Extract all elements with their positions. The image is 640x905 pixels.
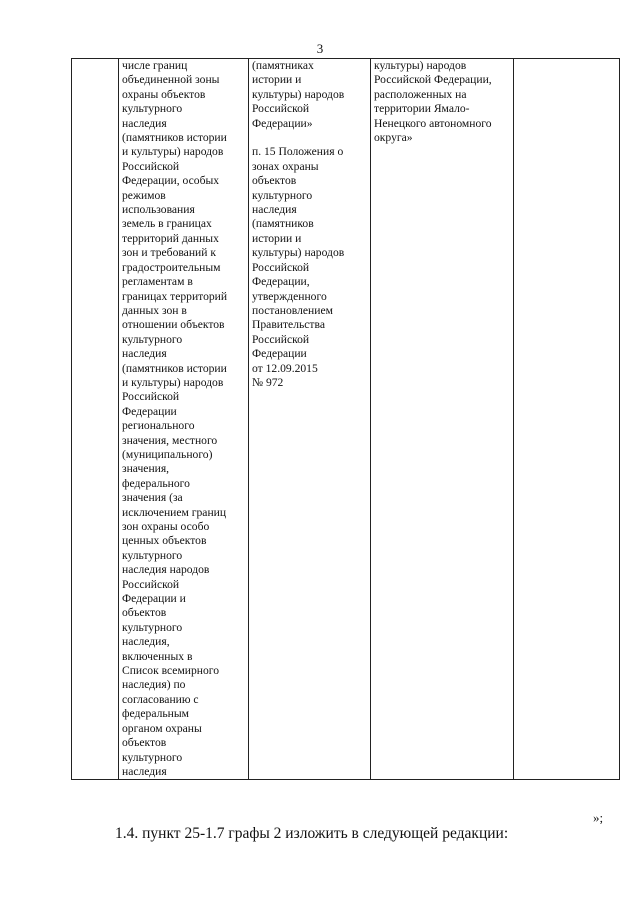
instruction-paragraph: 1.4. пункт 25-1.7 графы 2 изложить в следующей редакции: xyxy=(115,825,509,842)
closing-quote: »; xyxy=(593,810,604,825)
page-number: 3 xyxy=(316,41,324,56)
table-cell-legal-basis: (памятниках истории и культуры) народов Российской Федерации» п. 15 Положения о зонах охраны объектов культурного наследия (памятников истории и культуры) народов Российской Федерации, утвержденного постановлением Правительства Российской Федерации от 12.09.2015 № 972 xyxy=(249,59,371,780)
regulation-table xyxy=(71,58,620,780)
table-cell-number xyxy=(72,59,119,780)
table-cell-scope: культуры) народов Российской Федерации, расположенных на территории Ямало- Ненецкого автономного округа» xyxy=(371,59,514,780)
table-cell-description: числе границ объединенной зоны охраны объектов культурного наследия (памятников истории и культуры) народов Российской Федерации, особых режимов использования земель в границах территорий данных зон и требований к градостроительным регламентам в границах территорий данных зон в отношении объектов культурного наследия (памятников истории и культуры) народов Российской Федерации регионального значения, местного (муниципального) значения, федерального значения (за исключением границ зон охраны особо ценных объектов культурного наследия народов Российской Федерации и объектов культурного наследия, включенных в Список всемирного наследия) по согласованию с федеральным органом охраны объектов культурного наследия xyxy=(119,59,249,780)
table-row xyxy=(72,59,620,780)
table-cell-empty xyxy=(514,59,620,780)
